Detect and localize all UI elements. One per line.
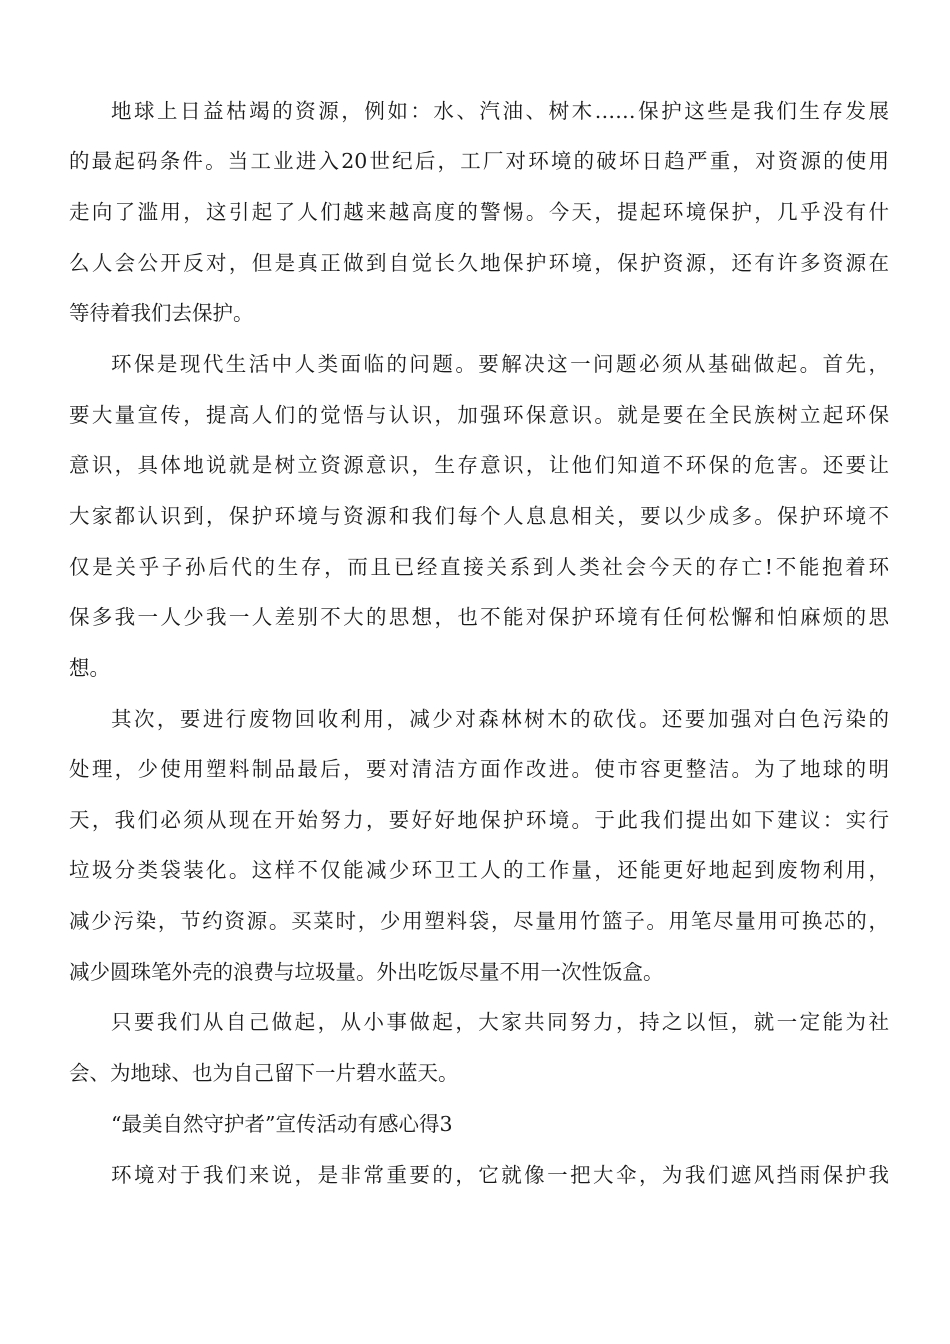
paragraph-line: 环境对于我们来说，是非常重要的，它就像一把大伞，为我们遮风挡雨保护我 [111, 1163, 889, 1187]
paragraph-line: 减少污染，节约资源。买菜时，少用塑料袋，尽量用竹篮子。用笔尽量用可换芯的， [69, 909, 889, 933]
paragraph-line: 处理，少使用塑料制品最后，要对清洁方面作改进。使市容更整洁。为了地球的明 [69, 757, 889, 781]
paragraph-line: 想。 [69, 656, 110, 680]
paragraph-line: 天，我们必须从现在开始努力，要好好地保护环境。于此我们提出如下建议：实行 [69, 808, 889, 832]
paragraph-line: 的最起码条件。当工业进入20世纪后，工厂对环境的破坏日趋严重，对资源的使用 [69, 149, 889, 173]
paragraph-line: 地球上日益枯竭的资源，例如：水、汽油、树木……保护这些是我们生存发展 [111, 99, 889, 123]
paragraph-line: 要大量宣传，提高人们的觉悟与认识，加强环保意识。就是要在全民族树立起环保 [69, 403, 889, 427]
paragraph-line: 其次，要进行废物回收利用，减少对森林树木的砍伐。还要加强对白色污染的 [111, 707, 889, 731]
paragraph-line: 保多我一人少我一人差别不大的思想，也不能对保护环境有任何松懈和怕麻烦的思 [69, 605, 889, 629]
paragraph-line: 会、为地球、也为自己留下一片碧水蓝天。 [69, 1061, 459, 1085]
paragraph-line: 环保是现代生活中人类面临的问题。要解决这一问题必须从基础做起。首先， [111, 352, 889, 376]
paragraph-line: 么人会公开反对，但是真正做到自觉长久地保护环境，保护资源，还有许多资源在 [69, 251, 889, 275]
paragraph-line: 只要我们从自己做起，从小事做起，大家共同努力，持之以恒，就一定能为社 [111, 1010, 889, 1034]
paragraph-line: 走向了滥用，这引起了人们越来越高度的警惕。今天，提起环境保护，几乎没有什 [69, 200, 889, 224]
paragraph-line: 仅是关乎子孙后代的生存，而且已经直接关系到人类社会今天的存亡!不能抱着环 [69, 555, 889, 579]
section-heading: “最美自然守护者”宣传活动有感心得3 [111, 1112, 453, 1136]
paragraph-line: 意识，具体地说就是树立资源意识，生存意识，让他们知道不环保的危害。还要让 [69, 453, 889, 477]
paragraph-line: 减少圆珠笔外壳的浪费与垃圾量。外出吃饭尽量不用一次性饭盒。 [69, 960, 664, 984]
paragraph-line: 等待着我们去保护。 [69, 301, 254, 325]
paragraph-line: 大家都认识到，保护环境与资源和我们每个人息息相关，要以少成多。保护环境不 [69, 504, 889, 528]
paragraph-line: 垃圾分类袋装化。这样不仅能减少环卫工人的工作量，还能更好地起到废物利用， [69, 858, 889, 882]
